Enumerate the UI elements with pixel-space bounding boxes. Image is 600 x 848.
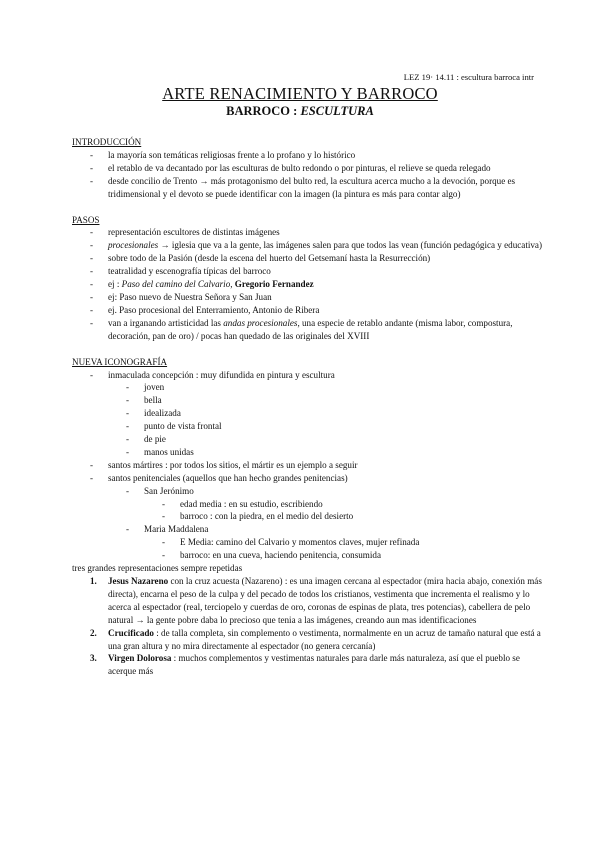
page-title: ARTE RENACIMIENTO Y BARROCO	[162, 84, 438, 103]
list-item: - bella	[126, 395, 162, 406]
pasos-list	[72, 226, 542, 342]
list-item: - joven	[126, 382, 165, 393]
section-heading-pasos: PASOS	[72, 214, 100, 225]
tres-representaciones-intro: tres grandes representaciones sempre repetidas	[72, 563, 243, 574]
subtitle-prefix: BARROCO :	[226, 104, 301, 118]
list-item: - ej : Paso del camino del Calvario, Gregorio Fernandez	[90, 279, 314, 290]
list-item: - idealizada	[126, 408, 181, 419]
list-item: - santos mártires : por todos los sitios, el mártir es un ejemplo a seguir	[90, 459, 358, 470]
list-item: - barroco: en una cueva, haciendo penitencia, consumida	[162, 550, 381, 561]
list-item: - E Media: camino del Calvario y momentos claves, mujer refinada	[162, 537, 420, 548]
list-item: - desde concilio de Trento → más protagonismo del bulto red, la escultura acerca mucho a la devoción, porque es tridimensional y el devoto se puede identificar con la imagen (la pintura es más para contar algo)	[90, 175, 516, 199]
list-item: - ej. Paso procesional del Enterramiento, Antonio de Ribera	[90, 304, 320, 315]
list-item: 1. Jesus Nazareno con la cruz acuesta (Nazareno) : es una imagen cercana al espectador (mira hacia abajo, conexión más directa), encarna el peso de la culpa y del pecado de todos los cristianos, vestimenta que incrementa el realismo y lo acerca al espectador (real, terciopelo y cuerdas de oro, coronas de espinas de plata, tres potencias), cabellera de pelo natural → la gente pobre daba lo precioso que tenia a las imágenes, creando aun mas identificaciones	[90, 576, 542, 625]
list-item: - la mayoría son temáticas religiosas frente a lo profano y lo histórico	[90, 149, 356, 160]
list-item: - sobre todo de la Pasión (desde la escena del huerto del Getsemaní hasta la Resurrección)	[90, 253, 431, 264]
list-item: - punto de vista frontal	[126, 421, 222, 432]
list-item: 2. Crucificado : de talla completa, sin complemento o vestimenta, normalmente en un acruz de tamaño natural que está a una gran altura y no mira directamente al espectador (no genera cercanía)	[90, 627, 541, 651]
section-heading-nueva-iconografia: NUEVA ICONOGRAFÍA	[72, 356, 168, 367]
list-item: - van a irganando artisticidad las andas procesionales, una especie de retablo andante (misma labor, compostura, decoración, pan de oro) / pocas han quedado de las originales del XVIII	[90, 317, 513, 341]
list-item: - el retablo de va decantado por las esculturas de bulto redondo o por pinturas, el relieve se queda relegado	[90, 162, 491, 173]
list-item: - barroco : con la piedra, en el medio del desierto	[162, 511, 354, 522]
list-item: - representación escultores de distintas imágenes	[90, 227, 280, 238]
list-item: 3. Virgen Dolorosa : muchos complementos y vestimentas naturales para darle más naturaleza, así que el pueblo se acerque más	[90, 653, 520, 677]
document-body	[72, 136, 542, 678]
list-item: - inmaculada concepción : muy difundida en pintura y escultura	[90, 369, 335, 380]
list-item: - ej: Paso nuevo de Nuestra Señora y San Juan	[90, 291, 272, 302]
representaciones-list	[72, 575, 542, 678]
list-item: - Maria Maddalena	[126, 524, 209, 535]
list-item: - manos unidas	[126, 446, 194, 457]
subtitle-emphasis: ESCULTURA	[300, 104, 374, 118]
section-heading-introduccion: INTRODUCCIÓN	[72, 137, 142, 147]
list-item: - teatralidad y escenografía típicas del barroco	[90, 266, 271, 277]
intro-list	[72, 149, 542, 201]
list-item: - edad media : en su estudio, escribiendo	[162, 498, 323, 509]
page-subtitle	[0, 104, 600, 119]
list-item: - San Jerónimo	[126, 485, 194, 496]
iconografia-list	[72, 369, 542, 563]
header-note: LEZ 19· 14.11 : escultura barroca intr	[403, 72, 534, 82]
list-item: - procesionales → iglesia que va a la gente, las imágenes salen para que todos las vean (función pedagógica y educativa)	[90, 240, 542, 251]
list-item: - santos penitenciales (aquellos que han hecho grandes penitencias)	[90, 472, 348, 483]
list-item: - de pie	[126, 434, 166, 445]
